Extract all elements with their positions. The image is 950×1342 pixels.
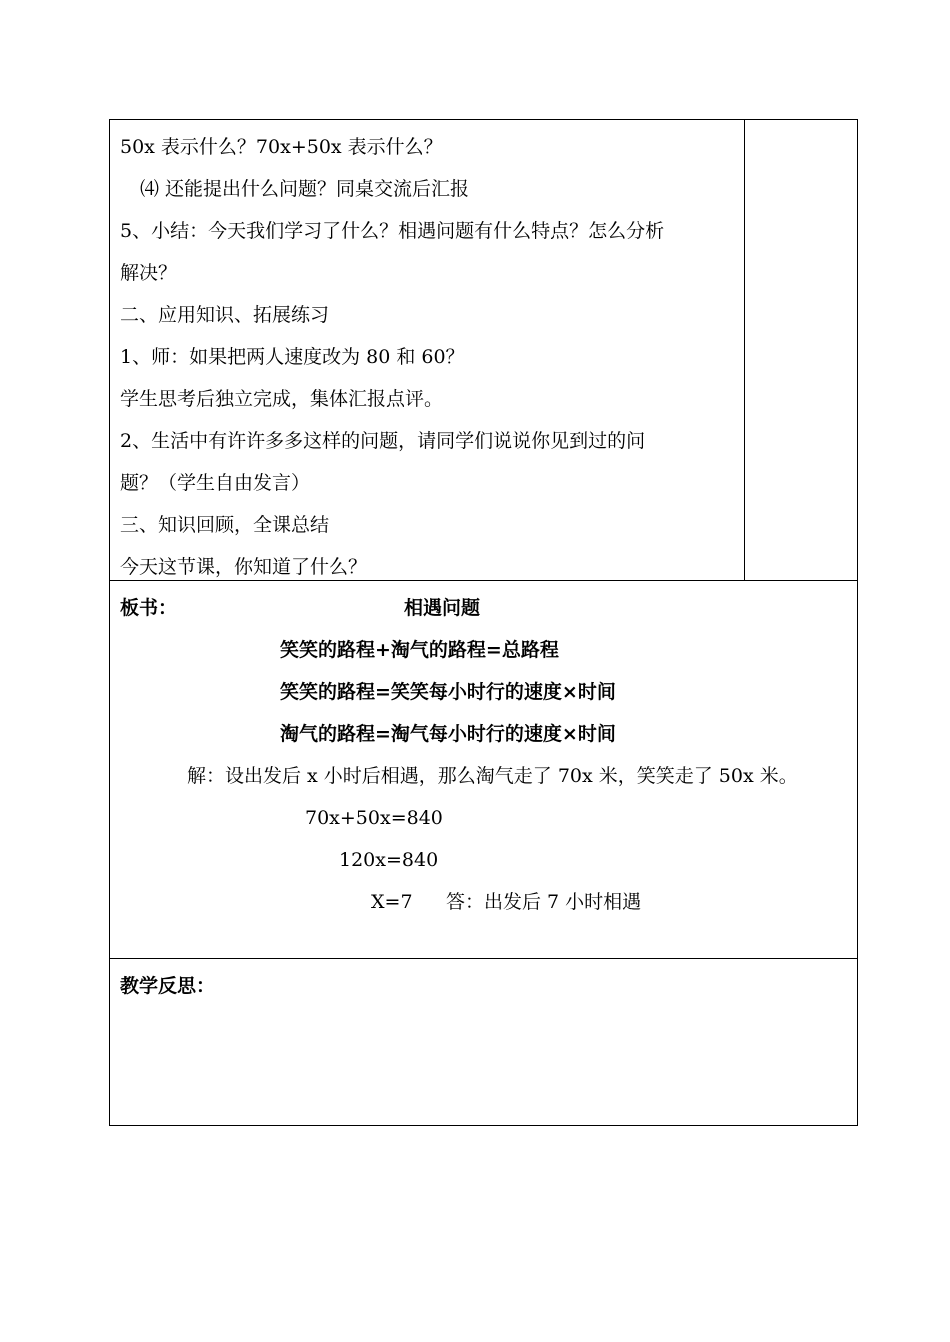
lesson-line: 解决？: [120, 262, 178, 284]
board-formula: 淘气的路程=淘气每小时行的速度×时间: [280, 723, 616, 745]
lesson-line: 学生思考后独立完成，集体汇报点评。: [120, 388, 444, 410]
lesson-content-cell: [110, 120, 745, 580]
lesson-line: 2、生活中有许许多多这样的问题，请同学们说说你见到过的问: [120, 430, 646, 452]
notes-cell: [745, 120, 857, 580]
lesson-line: 50x 表示什么？70x+50x 表示什么？: [120, 136, 443, 158]
board-formula: 笑笑的路程=笑笑每小时行的速度×时间: [280, 681, 616, 703]
board-title: 相遇问题: [404, 597, 481, 619]
reflection-label: 教学反思：: [120, 975, 216, 997]
board-equation: 70x+50x=840: [305, 807, 443, 829]
board-answer: 答：出发后 7 小时相遇: [446, 891, 642, 913]
board-equation: X=7: [371, 891, 413, 913]
lesson-line: 1、师：如果把两人速度改为 80 和 60？: [120, 346, 465, 368]
reflection-row: [110, 959, 857, 1125]
blackboard-row: [110, 581, 857, 959]
lesson-content-row: [110, 120, 857, 581]
lesson-plan-table: [109, 119, 858, 1126]
lesson-line: ⑷ 还能提出什么问题？同桌交流后汇报: [140, 178, 470, 200]
board-solution: 解：设出发后 x 小时后相遇，那么淘气走了 70x 米，笑笑走了 50x 米。: [187, 765, 798, 787]
lesson-line: 三、知识回顾，全课总结: [120, 514, 330, 536]
lesson-line: 5、小结：今天我们学习了什么？相遇问题有什么特点？怎么分析: [120, 220, 665, 242]
lesson-line: 二、应用知识、拓展练习: [120, 304, 330, 326]
board-label: 板书：: [120, 597, 178, 619]
board-formula: 笑笑的路程+淘气的路程=总路程: [280, 639, 559, 661]
lesson-line: 题？（学生自由发言）: [120, 472, 311, 494]
lesson-line: 今天这节课，你知道了什么？: [120, 556, 368, 578]
board-equation: 120x=840: [339, 849, 439, 871]
